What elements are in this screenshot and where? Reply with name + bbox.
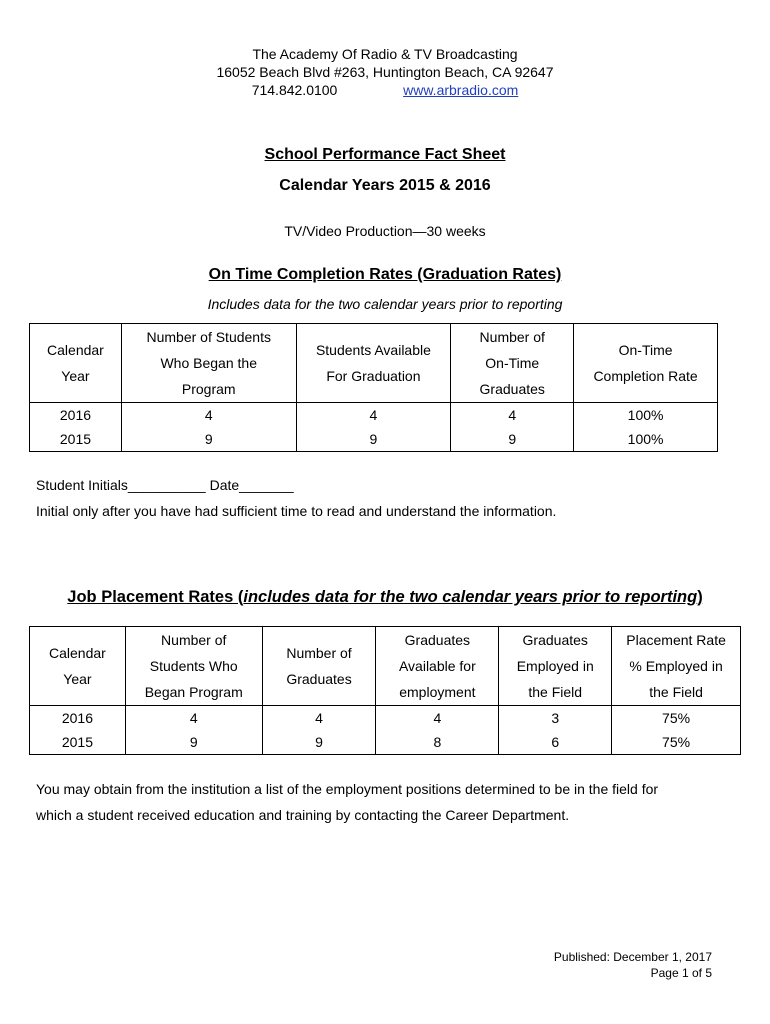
completion-subheading: Includes data for the two calendar years prior to reporting bbox=[207, 296, 563, 312]
completion-col-available: Students Available For Graduation bbox=[296, 324, 451, 403]
page-footer bbox=[554, 949, 712, 981]
table-cell: 2016 bbox=[30, 706, 126, 731]
initials-block bbox=[36, 472, 556, 524]
table-cell: 2015 bbox=[30, 427, 122, 452]
career-note-line1: You may obtain from the institution a list of the employment positions determined to be in the field for bbox=[36, 781, 659, 797]
placement-heading-suffix: ) bbox=[697, 588, 703, 606]
school-address: 16052 Beach Blvd #263, Huntington Beach, CA 92647 bbox=[216, 64, 554, 80]
completion-table-header bbox=[30, 324, 718, 403]
placement-heading bbox=[0, 588, 770, 607]
table-cell: 4 bbox=[376, 706, 499, 731]
table-cell: 2016 bbox=[30, 403, 122, 428]
table-cell: 4 bbox=[296, 403, 451, 428]
calendar-years-title: Calendar Years 2015 & 2016 bbox=[279, 177, 491, 194]
table-cell: 75% bbox=[612, 706, 741, 731]
placement-heading-prefix: Job Placement Rates ( bbox=[67, 588, 244, 606]
completion-heading: On Time Completion Rates (Graduation Rates) bbox=[208, 266, 562, 283]
page-title: School Performance Fact Sheet bbox=[264, 146, 506, 163]
placement-col-rate: Placement Rate % Employed in the Field bbox=[612, 627, 741, 706]
career-note bbox=[36, 776, 658, 828]
school-header bbox=[0, 45, 770, 99]
completion-table bbox=[29, 323, 718, 452]
placement-col-available: Graduates Available for employment bbox=[376, 627, 499, 706]
table-cell: 9 bbox=[125, 730, 262, 755]
table-cell: 4 bbox=[262, 706, 376, 731]
placement-table bbox=[29, 626, 741, 755]
page-number: Page 1 of 5 bbox=[650, 966, 712, 980]
table-row bbox=[30, 706, 741, 731]
table-row bbox=[30, 403, 718, 428]
table-row bbox=[30, 427, 718, 452]
placement-col-began: Number of Students Who Began Program bbox=[125, 627, 262, 706]
website-link[interactable]: www.arbradio.com bbox=[403, 82, 519, 98]
career-note-line2: which a student received education and training by contacting the Career Department. bbox=[36, 807, 570, 823]
table-cell: 6 bbox=[499, 730, 612, 755]
placement-heading-italic: includes data for the two calendar years prior to reporting bbox=[243, 588, 698, 606]
completion-col-year: Calendar Year bbox=[30, 324, 122, 403]
completion-col-graduates: Number of On-Time Graduates bbox=[451, 324, 574, 403]
placement-table-header bbox=[30, 627, 741, 706]
table-cell: 2015 bbox=[30, 730, 126, 755]
completion-col-began: Number of Students Who Began the Program bbox=[121, 324, 296, 403]
table-cell: 75% bbox=[612, 730, 741, 755]
table-cell: 9 bbox=[451, 427, 574, 452]
table-cell: 4 bbox=[121, 403, 296, 428]
contact-line bbox=[0, 81, 770, 99]
table-cell: 4 bbox=[451, 403, 574, 428]
table-cell: 9 bbox=[296, 427, 451, 452]
table-cell: 8 bbox=[376, 730, 499, 755]
placement-col-graduates: Number of Graduates bbox=[262, 627, 376, 706]
school-name: The Academy Of Radio & TV Broadcasting bbox=[252, 46, 518, 62]
placement-col-year: Calendar Year bbox=[30, 627, 126, 706]
table-cell: 9 bbox=[121, 427, 296, 452]
table-cell: 100% bbox=[574, 403, 718, 428]
table-cell: 4 bbox=[125, 706, 262, 731]
table-row bbox=[30, 730, 741, 755]
program-name: TV/Video Production—30 weeks bbox=[284, 223, 486, 239]
table-cell: 3 bbox=[499, 706, 612, 731]
phone-number: 714.842.0100 bbox=[251, 82, 338, 98]
placement-col-employed: Graduates Employed in the Field bbox=[499, 627, 612, 706]
completion-col-rate: On-Time Completion Rate bbox=[574, 324, 718, 403]
initials-line: Student Initials__________ Date_______ bbox=[36, 477, 294, 493]
initials-note: Initial only after you have had sufficient time to read and understand the information. bbox=[36, 503, 557, 519]
published-date: Published: December 1, 2017 bbox=[553, 950, 712, 964]
table-cell: 9 bbox=[262, 730, 376, 755]
table-cell: 100% bbox=[574, 427, 718, 452]
